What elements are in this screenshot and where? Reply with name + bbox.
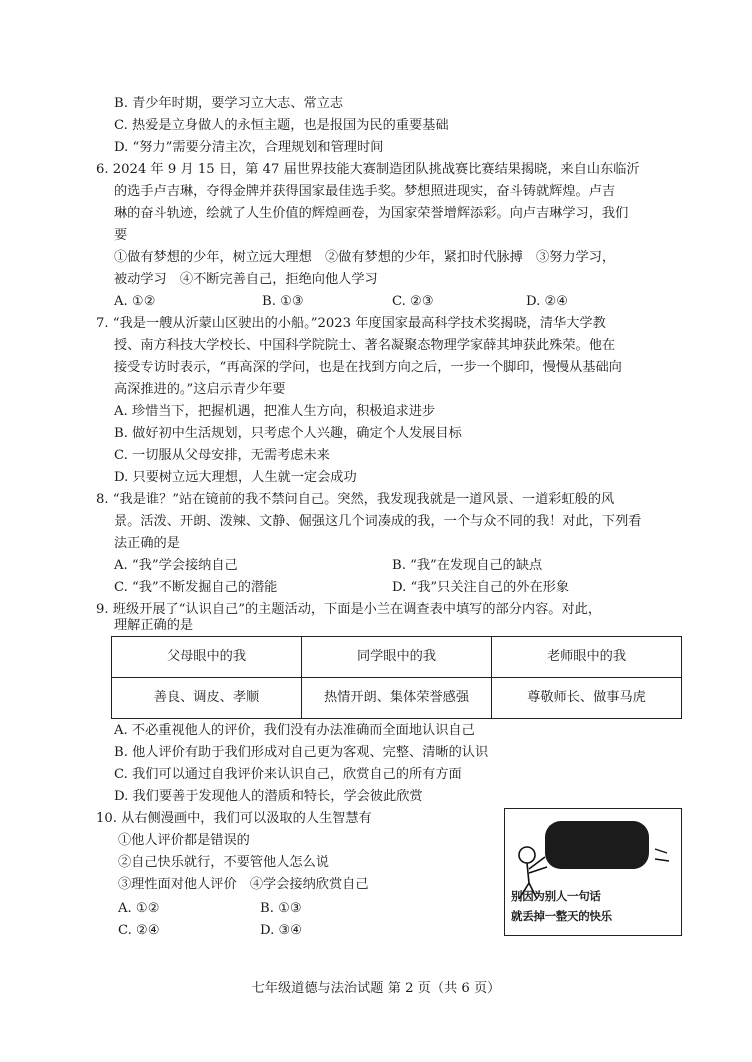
table-row [112, 678, 682, 719]
q10-options [118, 898, 418, 942]
q6-option-d: D. ②④ [526, 294, 569, 309]
q10-item-3: ③理性面对他人评价 ④学会接纳欣赏自己 [118, 877, 369, 892]
q9-option-b: B. 他人评价有助于我们形成对自己更为客观、完整、清晰的认识 [114, 745, 489, 760]
q8-options [114, 555, 694, 599]
motion-line-icon [655, 849, 667, 853]
q10-option-b: B. ①③ [260, 901, 302, 916]
q6-items-line-1: ①做有梦想的少年，树立远大理想 ②做有梦想的少年，紧扣时代脉搏 ③努力学习， [114, 250, 616, 265]
q7-stem-line-2: 授、南方科技大学校长、中国科学院院士、著名凝聚态物理学家薛其坤获此殊荣。他在 [114, 338, 616, 353]
q8-option-a: A. “我”学会接纳自己 [114, 558, 238, 573]
speech-block-icon [545, 821, 649, 869]
table-header-parents: 父母眼中的我 [112, 637, 302, 678]
q9-option-d: D. 我们要善于发现他人的潜质和特长，学会彼此欣赏 [114, 789, 423, 804]
q6-stem-line-4: 要 [114, 228, 128, 243]
q10-option-d: D. ③④ [260, 923, 303, 938]
table-cell-classmates: 热情开朗、集体荣誉感强 [302, 678, 492, 719]
table-cell-parents: 善良、调皮、孝顺 [112, 678, 302, 719]
q5-option-d: D. “努力”需要分清主次，合理规划和管理时间 [114, 140, 384, 155]
q8-stem-line-1: 8. “我是谁？”站在镜前的我不禁问自己。突然，我发现我就是一道风景、一道彩虹般的风 [96, 492, 615, 507]
q5-option-b: B. 青少年时期，要学习立大志、常立志 [114, 96, 344, 111]
q10-option-c: C. ②④ [118, 923, 160, 938]
table-header-classmates: 同学眼中的我 [302, 637, 492, 678]
q8-stem-line-2: 景。活泼、开朗、泼辣、文静、倔强这几个词凑成的我，一个与众不同的我！对此，下列看 [114, 514, 642, 529]
q8-option-b: B. “我”在发现自己的缺点 [392, 558, 543, 573]
q7-stem-line-4: 高深推进的。”这启示青少年要 [114, 382, 286, 397]
q6-stem-line-2: 的选手卢吉琳，夺得金牌并获得国家最佳选手奖。梦想照进现实，奋斗铸就辉煌。卢吉 [114, 184, 616, 199]
q8-option-d: D. “我”只关注自己的外在形象 [392, 580, 570, 595]
q10-option-a: A. ①② [118, 901, 160, 916]
table-cell-teachers: 尊敬师长、做事马虎 [492, 678, 682, 719]
q7-option-d: D. 只要树立远大理想，人生就一定会成功 [114, 470, 357, 485]
q10-item-2: ②自己快乐就行，不要管他人怎么说 [118, 855, 329, 870]
page-footer: 七年级道德与法治试题 第 2 页（共 6 页） [251, 981, 501, 996]
q8-option-c: C. “我”不断发掘自己的潜能 [114, 580, 278, 595]
q6-stem-line-1: 6. 2024 年 9 月 15 日，第 47 届世界技能大赛制造团队挑战赛比赛结果揭晓，来自山东临沂 [96, 162, 640, 177]
q10-item-1: ①他人评价都是错误的 [118, 833, 250, 848]
q6-option-a: A. ①② [114, 294, 156, 309]
table-header-teachers: 老师眼中的我 [492, 637, 682, 678]
q6-stem-line-3: 琳的奋斗轨迹，绘就了人生价值的辉煌画卷，为国家荣誉增辉添彩。向卢吉琳学习，我们 [114, 206, 629, 221]
cartoon-caption-1: 别因为别人一句话 [511, 889, 601, 903]
q7-stem-line-1: 7. “我是一艘从沂蒙山区驶出的小船。”2023 年度国家最高科学技术奖揭晓，清华大学教 [96, 316, 606, 331]
q6-option-b: B. ①③ [262, 294, 304, 309]
q7-option-a: A. 珍惜当下，把握机遇，把准人生方向，积极追求进步 [114, 404, 436, 419]
q10-cartoon [504, 808, 682, 936]
q7-option-c: C. 一切服从父母安排，无需考虑未来 [114, 448, 330, 463]
q9-survey-table [111, 636, 682, 719]
q5-option-c: C. 热爱是立身做人的永恒主题，也是报国为民的重要基础 [114, 118, 449, 133]
q7-stem-line-3: 接受专访时表示，“再高深的学问，也是在找到方向之后，一步一个脚印，慢慢从基础向 [114, 360, 622, 375]
q8-stem-line-3: 法正确的是 [114, 536, 180, 551]
q6-items-line-2: 被动学习 ④不断完善自己，拒绝向他人学习 [114, 272, 378, 287]
q9-stem-line-1: 9. 班级开展了“认识自己”的主题活动，下面是小兰在调查表中填写的部分内容。对此， [96, 602, 602, 617]
q7-option-b: B. 做好初中生活规划，只考虑个人兴趣，确定个人发展目标 [114, 426, 462, 441]
q9-option-c: C. 我们可以通过自我评价来认识自己，欣赏自己的所有方面 [114, 767, 462, 782]
q10-stem: 10. 从右侧漫画中，我们可以汲取的人生智慧有 [96, 811, 372, 826]
q9-stem-line-2: 理解正确的是 [114, 618, 194, 633]
q9-option-a: A. 不必重视他人的评价，我们没有办法准确而全面地认识自己 [114, 723, 475, 738]
q6-option-c: C. ②③ [392, 294, 434, 309]
table-header-row [112, 637, 682, 678]
cartoon-caption-2: 就丢掉一整天的快乐 [511, 909, 612, 923]
q6-options [114, 291, 694, 313]
